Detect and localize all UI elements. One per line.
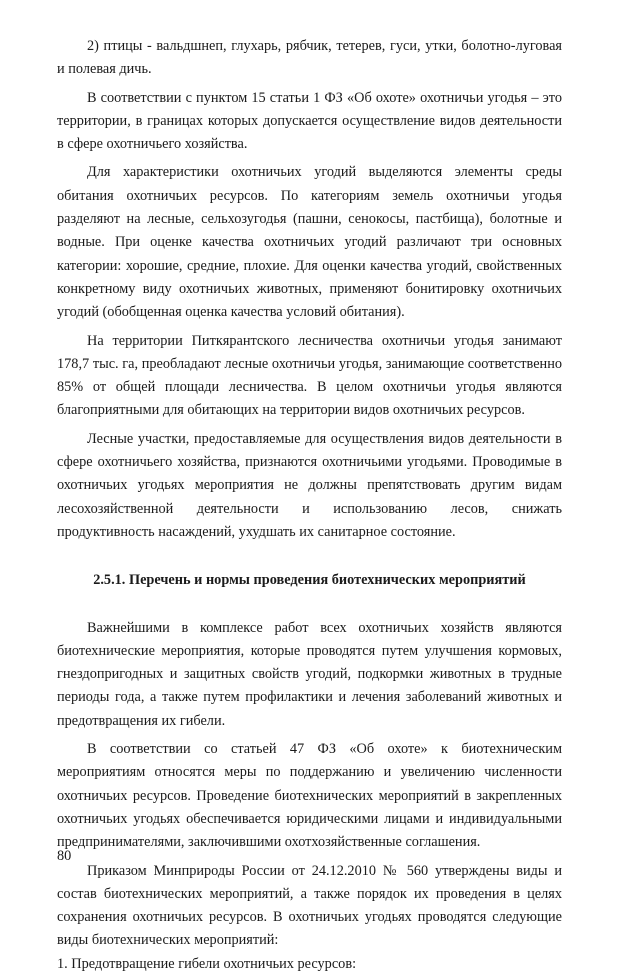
paragraph-biotechnical-importance: Важнейшими в комплексе работ всех охотничьих хозяйств являются биотехнические мероприятия, которые проводятся путем улучшения кормовых, гнездопригодных и защитных свойств угодий, подкормки животных в трудные периоды года, а также путем профилактики и лечения заболеваний животных и предотвращения их гибели. (57, 619, 562, 729)
list-item-prevention: 1. Предотвращение гибели охотничьих ресурсов: (57, 955, 357, 972)
paragraph-pitkyaranta-territory: На территории Питкярантского лесничества охотничьи угодья занимают 178,7 тыс. га, преобладают лесные охотничьи угодья, занимающие соответственно 85% от общей площади лесничества. В целом охотничьи угодья являются благоприятными для обитающих на территории видов охотничьих ресурсов. (57, 332, 562, 419)
paragraph-hunting-grounds-definition: В соответствии с пунктом 15 статьи 1 ФЗ «Об охоте» охотничьи угодья – это территории, в границах которых допускается осуществление видов деятельности в сфере охотничьего хозяйства. (57, 89, 562, 153)
paragraph-grounds-characteristics: Для характеристики охотничьих угодий выделяются элементы среды обитания охотничьих ресурсов. По категориям земель охотничьи угодья разделяют на лесные, сельхозугодья (пашни, сенокосы, пастбища), болотные и водные. При оценке качества охотничьих угодий различают три основных категории: хорошие, средние, плохие. Для оценки качества угодий, свойственных конкретному виду охотничьих животных, применяют бонитировку охотничьих угодий (обобщенная оценка качества условий обитания). (57, 164, 562, 321)
paragraph-ministry-order: Приказом Минприроды России от 24.12.2010 № 560 утверждены виды и состав биотехнических мероприятий, а также порядок их проведения в целях сохранения охотничьих ресурсов. В охотничьих угодьях проводятся следующие виды биотехнических мероприятий: (57, 862, 562, 949)
paragraph-forest-plots: Лесные участки, предоставляемые для осуществления видов деятельности в сфере охотничьего хозяйства, признаются охотничьими угодьями. Проводимые в охотничьих угодьях мероприятия не должны препятствовать другим видам лесохозяйственной деятельности и использованию лесов, снижать продуктивность насаждений, ухудшать их санитарное состояние. (57, 430, 562, 540)
paragraph-birds-list: 2) птицы - вальдшнеп, глухарь, рябчик, тетерев, гуси, утки, болотно-луговая и полевая дичь. (57, 38, 562, 78)
section-heading: 2.5.1. Перечень и нормы проведения биотехнических мероприятий (93, 572, 526, 589)
paragraph-article-47: В соответствии со статьей 47 ФЗ «Об охоте» к биотехническим мероприятиям относятся меры по поддержанию и увеличению численности охотничьих ресурсов. Проведение биотехнических мероприятий в закрепленных охотничьих угодьях обеспечивается юридическими лицами и индивидуальными предпринимателями, заключившими охотхозяйственные соглашения. (57, 741, 562, 851)
page-number: 80 (57, 848, 72, 864)
document-page (57, 35, 562, 976)
